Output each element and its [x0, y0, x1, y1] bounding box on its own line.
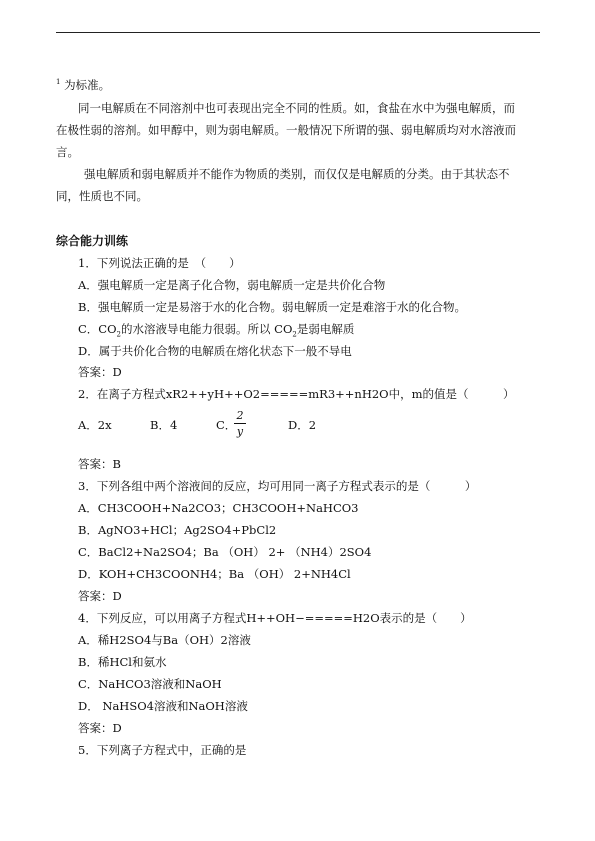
fraction-bar [234, 423, 246, 424]
q3-option-c: C．BaCl2+Na2SO4；Ba （OH） 2+ （NH4）2SO4 [78, 545, 372, 559]
q3-stem: 3．下列各组中两个溶液间的反应，均可用同一离子方程式表示的是（ ） [78, 479, 477, 493]
q4-option-c: C．NaHCO3溶液和NaOH [78, 677, 222, 691]
q4-option-a: A．稀H2SO4与Ba（OH）2溶液 [78, 633, 251, 647]
intro-line-6: 同，性质也不同。 [56, 189, 148, 203]
q3-answer: 答案：D [78, 589, 122, 603]
q3-option-a: A．CH3COOH+Na2CO3；CH3COOH+NaHCO3 [78, 501, 359, 515]
q2-option-c-fraction [234, 409, 246, 438]
q2-option-d: D．2 [288, 418, 317, 432]
q4-option-d: D． NaHSO4溶液和NaOH溶液 [78, 699, 248, 713]
fraction-denominator: y [236, 425, 244, 438]
fraction-numerator: 2 [236, 409, 244, 422]
q4-stem: 4．下列反应，可以用离子方程式H++OH−=====H2O表示的是（ ） [78, 611, 472, 625]
q2-stem: 2．在离子方程式xR2++yH++O2=====mR3++nH2O中，m的值是（ ） [78, 387, 515, 401]
q2-option-a: A．2x [78, 418, 112, 432]
header-rule [56, 32, 540, 33]
q4-answer: 答案：D [78, 721, 122, 735]
q1-option-c: C．$CO_2$的水溶液导电能力很弱。所以 $CO_2$是弱电解质 [78, 322, 355, 339]
intro-line-3: 在极性弱的溶剂。如甲醇中，则为弱电解质。一般情况下所谓的强、弱电解质均对水溶液而 [56, 123, 516, 137]
intro-line-5: 强电解质和弱电解质并不能作为物质的类别，而仅仅是电解质的分类。由于其状态不 [84, 167, 510, 181]
q1-answer: 答案：D [78, 365, 122, 379]
intro-line-1: $^1$ 为标准。 [56, 78, 111, 92]
q3-option-b: B．AgNO3+HCl；Ag2SO4+PbCl2 [78, 523, 277, 537]
q1-option-a: A．强电解质一定是离子化合物，弱电解质一定是共价化合物 [78, 278, 386, 292]
q2-option-b: B．4 [150, 418, 178, 432]
q1-stem: 1．下列说法正确的是 （ ） [78, 256, 241, 270]
q3-option-d: D．KOH+CH3COONH4；Ba （OH） 2+NH4Cl [78, 567, 351, 581]
section-title: 综合能力训练 [56, 234, 129, 248]
q5-stem: 5．下列离子方程式中，正确的是 [78, 743, 247, 757]
q2-option-c: C． [216, 418, 237, 432]
q4-option-b: B．稀HCl和氨水 [78, 655, 167, 669]
intro-line-4: 言。 [56, 145, 79, 159]
q1-option-b: B．强电解质一定是易溶于水的化合物。弱电解质一定是难溶于水的化合物。 [78, 300, 466, 314]
q1-option-d: D．属于共价化合物的电解质在熔化状态下一般不导电 [78, 344, 352, 358]
q2-answer: 答案：B [78, 457, 121, 471]
intro-line-2: 同一电解质在不同溶剂中也可表现出完全不同的性质。如，食盐在水中为强电解质，而 [78, 101, 515, 115]
